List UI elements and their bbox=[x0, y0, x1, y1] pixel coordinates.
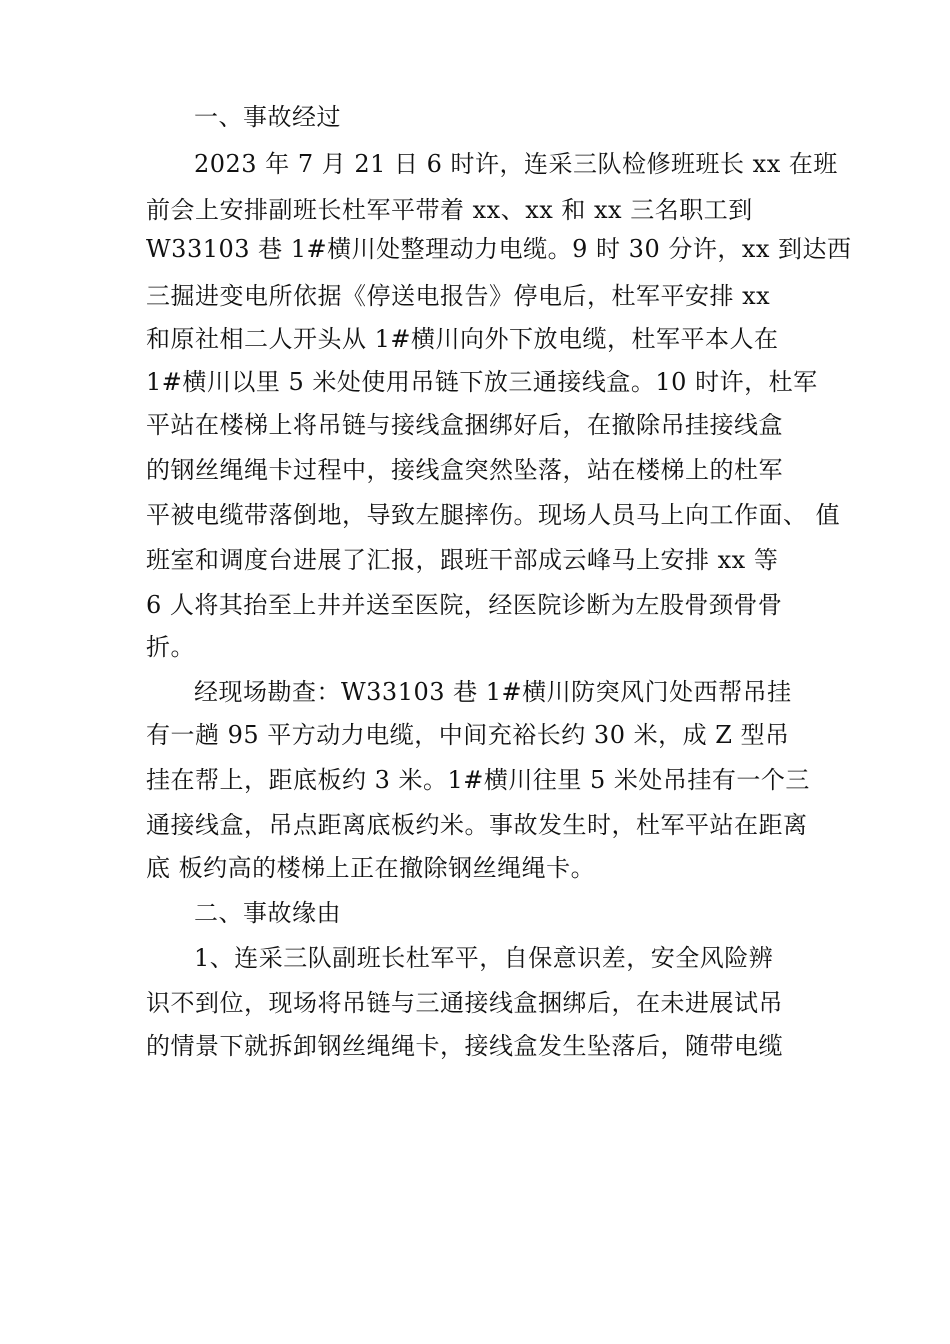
paragraph-line: 1#横川以里 5 米处使用吊链下放三通接线盒。10 时许，杜军 bbox=[146, 368, 818, 396]
paragraph-line: 经现场勘查：W33103 巷 1#横川防突风门处西帮吊挂 bbox=[194, 678, 792, 706]
paragraph-line: 班室和调度台进展了汇报，跟班干部成云峰马上安排 xx 等 bbox=[146, 546, 779, 574]
paragraph-line: 前会上安排副班长杜军平带着 xx、xx 和 xx 三名职工到 bbox=[146, 196, 753, 224]
paragraph-line: 有一趟 95 平方动力电缆，中间充裕长约 30 米，成 Z 型吊 bbox=[146, 721, 790, 749]
paragraph-line: 6 人将其抬至上井并送至医院，经医院诊断为左股骨颈骨骨 bbox=[146, 591, 783, 619]
section-heading-accident-cause: 二、事故缘由 bbox=[194, 899, 341, 927]
paragraph-line: 挂在帮上，距底板约 3 米。1#横川往里 5 米处吊挂有一个三 bbox=[146, 766, 810, 794]
paragraph-line: 折。 bbox=[146, 633, 195, 661]
paragraph-line: 平被电缆带落倒地，导致左腿摔伤。现场人员马上向工作面、 值 bbox=[146, 501, 841, 529]
paragraph-line: 底 板约高的楼梯上正在撤除钢丝绳绳卡。 bbox=[146, 854, 596, 882]
paragraph-line: 1、连采三队副班长杜军平，自保意识差，安全风险辨 bbox=[194, 944, 774, 972]
paragraph-line: 2023 年 7 月 21 日 6 时许，连采三队检修班班长 xx 在班 bbox=[194, 150, 838, 178]
paragraph-line: 平站在楼梯上将吊链与接线盒捆绑好后，在撤除吊挂接线盒 bbox=[146, 411, 783, 439]
paragraph-line: 的钢丝绳绳卡过程中，接线盒突然坠落，站在楼梯上的杜军 bbox=[146, 456, 783, 484]
paragraph-line: W33103 巷 1#横川处整理动力电缆。9 时 30 分许，xx 到达西 bbox=[146, 235, 852, 263]
paragraph-line: 和原社相二人开头从 1#横川向外下放电缆，杜军平本人在 bbox=[146, 325, 779, 353]
section-heading-accident-process: 一、事故经过 bbox=[194, 103, 341, 131]
paragraph-line: 通接线盒，吊点距离底板约米。事故发生时，杜军平站在距离 bbox=[146, 811, 808, 839]
paragraph-line: 识不到位，现场将吊链与三通接线盒捆绑后，在未进展试吊 bbox=[146, 989, 783, 1017]
paragraph-line: 的情景下就拆卸钢丝绳绳卡，接线盒发生坠落后，随带电缆 bbox=[146, 1032, 783, 1060]
paragraph-line: 三掘进变电所依据《停送电报告》停电后，杜军平安排 xx bbox=[146, 282, 771, 310]
